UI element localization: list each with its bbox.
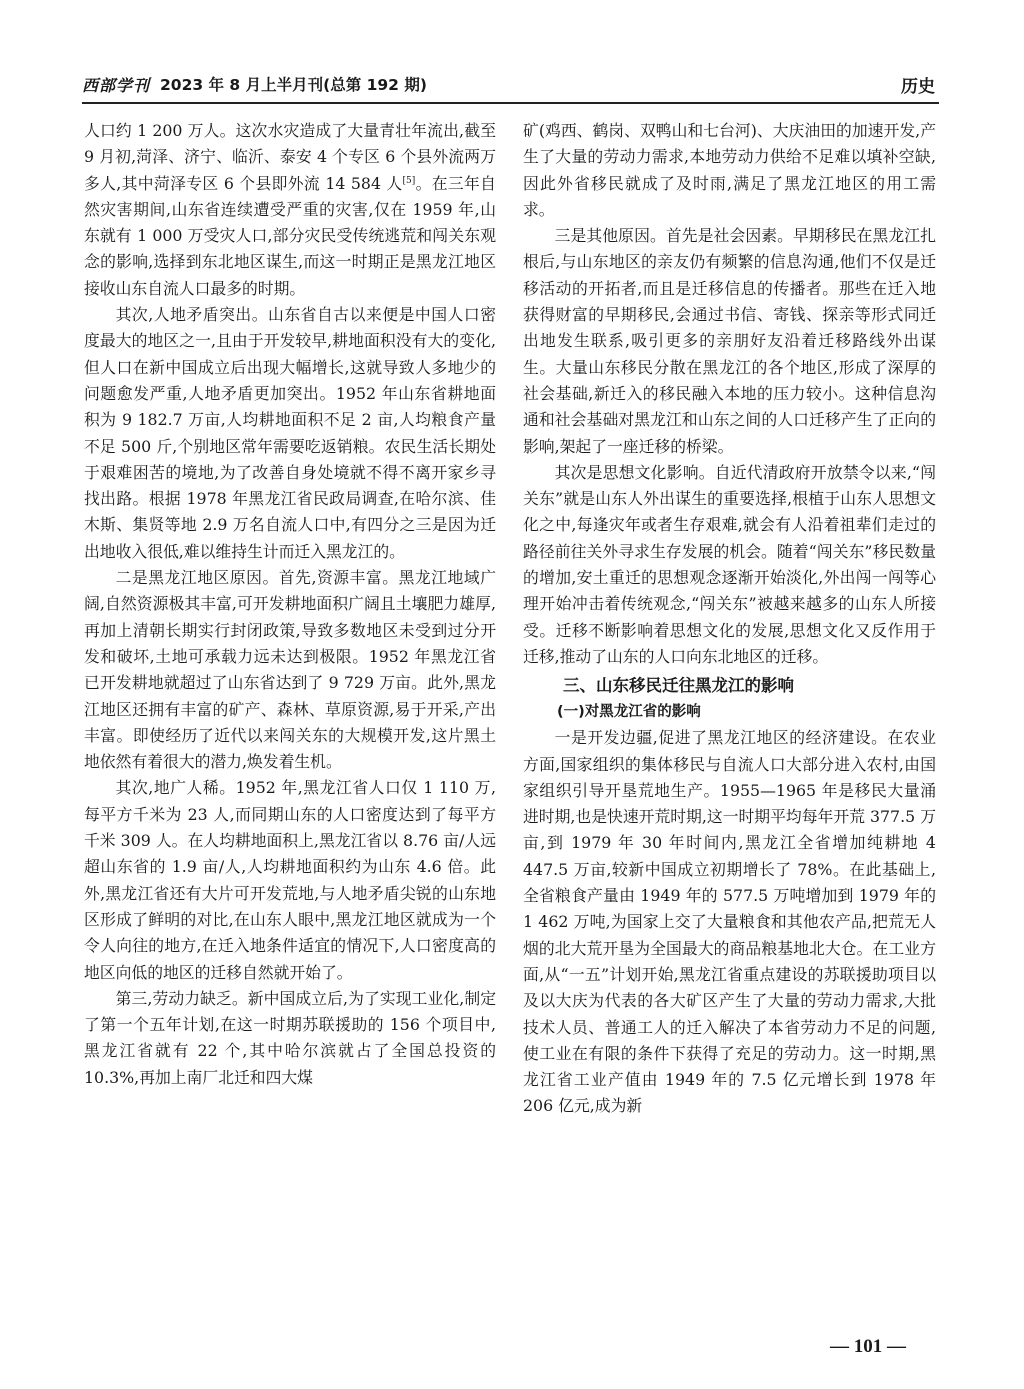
issue-info: 2023 年 8 月上半月刊(总第 192 期): [160, 76, 427, 94]
paragraph: 一是开发边疆,促进了黑龙江地区的经济建设。在农业方面,国家组织的集体移民与自流人口大部分进入农村,由国家组织引导开垦荒地生产。1955—1965 年是移民大量涌进时期,也是快速开荒时期,这一时期平均每年开荒 377.5 万亩,到 1979 年 30 年时间内,黑龙江全省增加纯耕地 4 447.5 万亩,较新中国成立初期增长了 78%。在此基础上,全省粮食产量由 1949 年的 577.5 万吨增加到 1979 年的 1 462 万吨,为国家上交了大量粮食和其他农产品,把荒无人烟的北大荒开垦为全国最大的商品粮基地北大仓。在工业方面,从“一五”计划开始,黑龙江省重点建设的苏联援助项目以及以大庆为代表的各大矿区产生了大量的劳动力需求,大批技术人员、普通工人的迁入解决了本省劳动力不足的问题,使工业在有限的条件下获得了充足的劳动力。这一时期,黑龙江省工业产值由 1949 年的 7.5 亿元增长到 1978 年 206 亿元,成为新: [523, 728, 936, 1116]
paragraph: 其次,人地矛盾突出。山东省自古以来便是中国人口密度最大的地区之一,且由于开发较早,耕地面积没有大的变化,但人口在新中国成立后出现大幅增长,这就导致人多地少的问题愈发严重,人地矛盾更加突出。1952 年山东省耕地面积为 9 182.7 万亩,人均耕地面积不足 2 亩,人均粮食产量不足 500 斤,个别地区常年需要吃返销粮。农民生活长期处于艰难困苦的境地,为了改善自身处境就不得不离开家乡寻找出路。根据 1978 年黑龙江省民政局调查,在哈尔滨、佳木斯、集贤等地 2.9 万名自流人口中,有四分之三是因为迁出地收入很低,难以维持生计而迁入黑龙江的。: [84, 305, 496, 561]
left-column: [84, 118, 496, 1091]
paragraph: 矿(鸡西、鹤岗、双鸭山和七台河)、大庆油田的加速开发,产生了大量的劳动力需求,本地劳动力供给不足难以填补空缺,因此外省移民就成了及时雨,满足了黑龙江地区的用工需求。: [523, 121, 936, 219]
paragraph: 其次,地广人稀。1952 年,黑龙江省人口仅 1 110 万,每平方千米为 23 人,而同期山东的人口密度达到了每平方千米 309 人。在人均耕地面积上,黑龙江省以 8.76 亩/人远超山东省的 1.9 亩/人,人均耕地面积约为山东 4.6 倍。此外,黑龙江省还有大片可开发荒地,与人地矛盾尖锐的山东地区形成了鲜明的对比,在山东人眼中,黑龙江地区就成为一个令人向往的地方,在迁入地条件适宜的情况下,人口密度高的地区向低的地区的迁移自然就开始了。: [84, 778, 496, 982]
paragraph: 三是其他原因。首先是社会因素。早期移民在黑龙江扎根后,与山东地区的亲友仍有频繁的信息沟通,他们不仅是迁移活动的开拓者,而且是迁移信息的传播者。那些在迁入地获得财富的早期移民,会通过书信、寄钱、探亲等形式同迁出地发生联系,吸引更多的亲朋好友沿着迁移路线外出谋生。大量山东移民分散在黑龙江的各个地区,形成了深厚的社会基础,新迁入的移民融入本地的压力较小。这种信息沟通和社会基础对黑龙江和山东之间的人口迁移产生了正向的影响,架起了一座迁移的桥梁。: [523, 226, 936, 456]
section-heading: 三、山东移民迁往黑龙江的影响: [563, 676, 794, 696]
paragraph: 二是黑龙江地区原因。首先,资源丰富。黑龙江地域广阔,自然资源极其丰富,可开发耕地面积广阔且土壤肥力雄厚,再加上清朝长期实行封闭政策,导致多数地区未受到过分开发和破坏,土地可承载力远未达到极限。1952 年黑龙江省已开发耕地就超过了山东省达到了 9 729 万亩。此外,黑龙江地区还拥有丰富的矿产、森林、草原资源,易于开采,产出丰富。即使经历了近代以来闯关东的大规模开发,这片黑土地依然有着很大的潜力,焕发着生机。: [84, 568, 496, 772]
paragraph: 人口约 1 200 万人。这次水灾造成了大量青壮年流出,截至 9 月初,菏泽、济宁、临沂、泰安 4 个专区 6 个县外流两万多人,其中菏泽专区 6 个县即外流 14 584 人[5]。在三年自然灾害期间,山东省连续遭受严重的灾害,仅在 1959 年,山东就有 1 000 万受灾人口,部分灾民受传统逃荒和闯关东观念的影响,选择到东北地区谋生,而这一时期正是黑龙江地区接收山东自流人口最多的时期。: [84, 121, 496, 298]
section-label: 历史: [901, 77, 935, 97]
page-number: — 101 —: [830, 1336, 906, 1357]
paragraph: 其次是思想文化影响。自近代清政府开放禁令以来,“闯关东”就是山东人外出谋生的重要选择,根植于山东人思想文化之中,每逢灾年或者生存艰难,就会有人沿着祖辈们走过的路径前往关外寻求生存发展的机会。随着“闯关东”移民数量的增加,安土重迁的思想观念逐渐开始淡化,外出闯一闯等心理开始冲击着传统观念,“闯关东”被越来越多的山东人所接受。迁移不断影响着思想文化的发展,思想文化又反作用于迁移,推动了山东的人口向东北地区的迁移。: [523, 462, 936, 666]
journal-logo: 西部学刊: [82, 76, 151, 95]
header-rule: [82, 102, 939, 104]
paragraph: 第三,劳动力缺乏。新中国成立后,为了实现工业化,制定了第一个五年计划,在这一时期苏联援助的 156 个项目中,黑龙江省就有 22 个,其中哈尔滨就占了全国总投资的 10.3%,再加上南厂北迁和四大煤: [84, 988, 496, 1087]
page-header: [82, 72, 939, 98]
citation: [5]: [402, 175, 416, 186]
right-column: [523, 118, 936, 1120]
subsection-heading: (一)对黑龙江省的影响: [557, 704, 701, 721]
